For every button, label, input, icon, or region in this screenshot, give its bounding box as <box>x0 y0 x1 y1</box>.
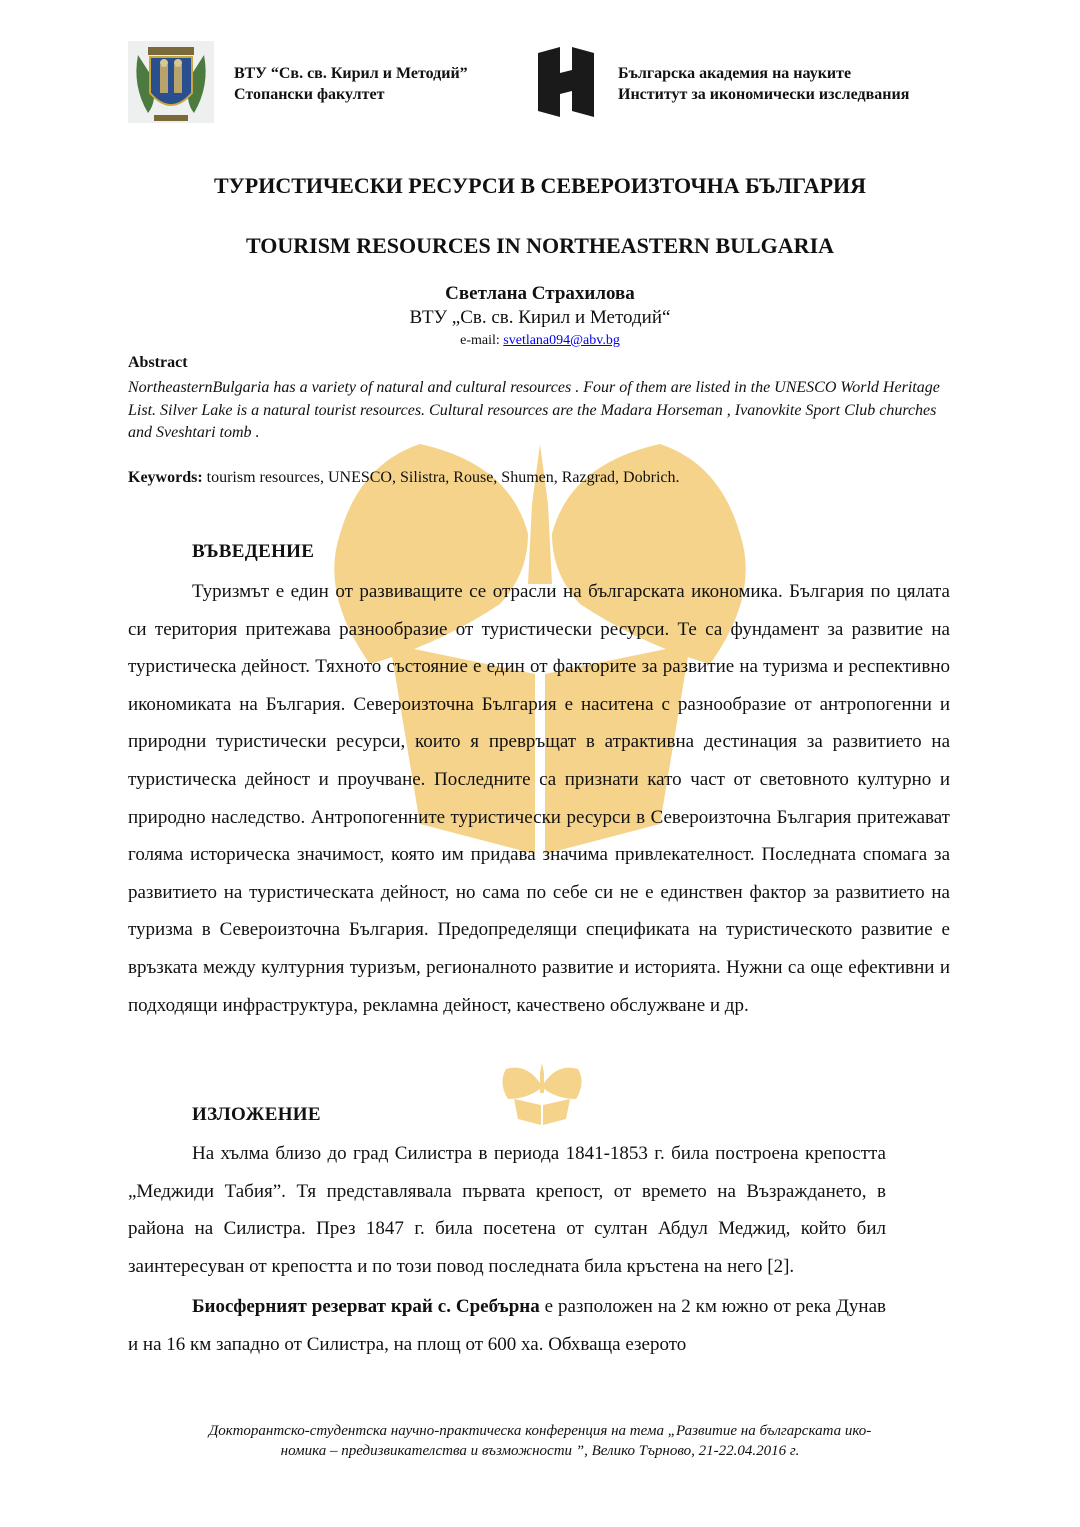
abstract-text: NortheasternBulgaria has a variety of natural and cultural resources . Four of them are listed in the UNESCO World Heritage List. Silver Lake is a natural tourist resources. Cultural resources are the Madara Horseman , Ivanovkite Sport Club churches and Sveshtari tomb . <box>128 379 940 441</box>
header-faculty: Стопански факултет <box>234 86 385 103</box>
section-paragraph-2-lead: Биосферният резерват край с. Сребърна <box>192 1296 540 1318</box>
header-academy-name: Българска академия на науките <box>618 65 852 82</box>
author-email <box>0 333 1080 349</box>
paper-title-bg: ТУРИСТИЧЕСКИ РЕСУРСИ В СЕВЕРОИЗТОЧНА БЪЛГАРИЯ <box>213 173 867 198</box>
header-academy <box>618 63 909 105</box>
header-institute: Институт за икономически изследвания <box>618 86 910 103</box>
section-paragraph-2 <box>128 1288 886 1363</box>
abstract-heading: Abstract <box>128 354 188 371</box>
section-paragraph-2-text: е разположен на 2 км южно от река Дунав и на 16 км западно от Силистра, на площ от 600 ха. Обхваща езерото <box>128 1296 886 1355</box>
page-footer <box>100 1421 980 1461</box>
section-heading: ИЗЛОЖЕНИЕ <box>192 1104 321 1125</box>
footer-line-2: номика – предизвикателства и възможности ”, Велико Търново, 21-22.04.2016 г. <box>280 1443 800 1459</box>
email-link[interactable]: svetlana094@abv.bg <box>503 333 620 348</box>
section-paragraph-1: На хълма близо до град Силистра в периода 1841-1853 г. била построена крепостта „Меджиди Табия”. Тя представлявала първата крепост, от времето на Възраждането, в района на Силистра. През 1847 г. била посетена от султан Абдул Меджид, който бил заинтересуван от крепостта и по този повод последната била кръстена на него [2]. <box>128 1143 886 1277</box>
header-university-name: ВТУ “Св. св. Кирил и Методий” <box>234 65 468 82</box>
author-name: Светлана Страхилова <box>445 283 635 304</box>
keywords-label: Keywords: <box>128 469 203 486</box>
keywords <box>128 469 679 487</box>
academy-logo-icon <box>538 47 594 117</box>
section-body <box>128 1135 886 1364</box>
intro-heading: ВЪВЕДЕНИЕ <box>192 541 315 562</box>
intro-paragraph: Туризмът е един от развиващите се отрасли на българската икономика. България по цялата си територия притежава разнообразие от туристически ресурси. Те са фундамент за развитие на туристическа дейност. Тяхното състояние е един от факторите за развитие на туризма и респективно икономиката на България. Североизточна България е наситена с разнообразие от антропогенни и природни туристически ресурси, които я превръщат в атрактивна дестинация за развитието на туристическа дейност и проучване. Последните са признати като част от световното културно и природно наследство. Антропогенните туристически ресурси в Североизточна България притежават голяма историческа значимост, която им придава значима привлекателност. Последната спомага за развитието на туристическата дейност, но сама по себе си не е единствен фактор за развитието на туризма в Североизточна България. Предопределящи спецификата на туристическото развитие е връзката между културния туризъм, регионалното развитие и историята. Нужни са още ефективни и подходящи инфраструктура, рекламна дейност, качествено обслужване и др. <box>128 581 950 1016</box>
author-affiliation: ВТУ „Св. св. Кирил и Методий“ <box>409 307 671 328</box>
intro-body <box>128 573 950 1024</box>
university-crest-icon <box>128 41 214 123</box>
watermark-emblem-small <box>496 1063 588 1125</box>
header-university <box>234 63 468 105</box>
email-label: e-mail: <box>460 333 504 348</box>
footer-line-1: Докторантско-студентска научно-практическа конференция на тема „Развитие на българската ико- <box>208 1423 872 1439</box>
keywords-text: tourism resources, UNESCO, Silistra, Rouse, Shumen, Razgrad, Dobrich. <box>202 469 680 486</box>
paper-title-en: TOURISM RESOURCES IN NORTHEASTERN BULGARIA <box>245 233 835 258</box>
